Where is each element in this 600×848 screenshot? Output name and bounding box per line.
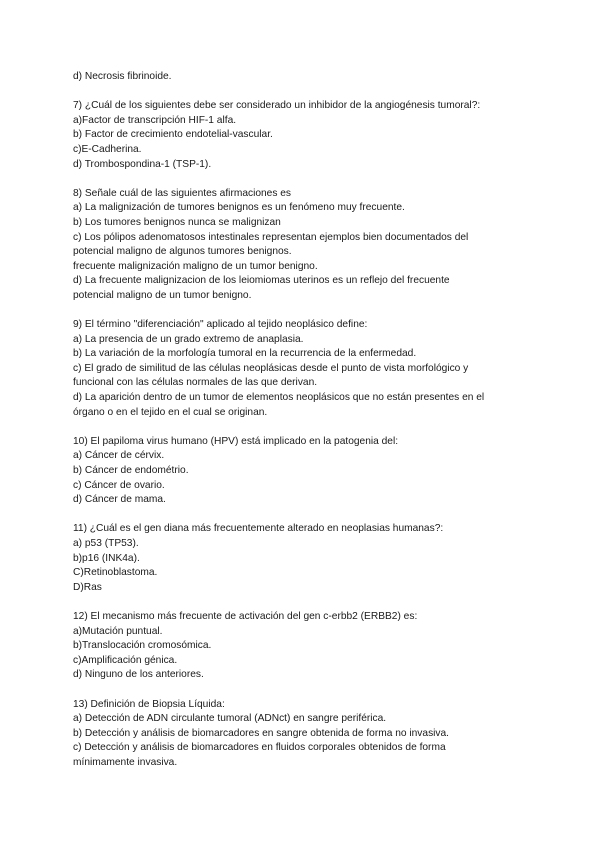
question-text: 8) Señale cuál de las siguientes afirmaciones es <box>73 187 292 199</box>
option-c: c) Detección y análisis de biomarcadores en fluidos corporales obtenidos de forma <box>73 742 446 754</box>
option-c: c)E-Cadherina. <box>73 143 142 155</box>
stray-text-line: frecuente malignización maligno de un tumor benigno. <box>73 260 318 272</box>
option-c: c) Los pólipos adenomatosos intestinales representan ejemplos bien documentados del <box>73 231 469 243</box>
option-b: b)p16 (INK4a). <box>73 552 140 564</box>
option-c: c) El grado de similitud de las células neoplásicas desde el punto de vista morfológico y <box>73 362 469 374</box>
question-11 <box>73 522 543 595</box>
question-12 <box>73 610 543 683</box>
option-b: b) Los tumores benignos nunca se malignizan <box>73 216 281 228</box>
option-d: d) Necrosis fibrinoide. <box>73 71 172 82</box>
option-c: C)Retinoblastoma. <box>73 567 158 579</box>
question-7 <box>73 99 543 172</box>
option-b: b) Cáncer de endométrio. <box>73 465 189 477</box>
option-c-continued: potencial maligno de algunos tumores benignos. <box>73 246 292 258</box>
option-d: d) Cáncer de mama. <box>73 494 166 506</box>
option-a: a) p53 (TP53). <box>73 538 139 549</box>
option-d-continued: órgano o en el tejido en el cual se originan. <box>73 406 268 418</box>
option-d: d) Trombospondina-1 (TSP-1). <box>73 158 212 170</box>
option-b: b)Translocación cromosómica. <box>73 640 212 652</box>
option-a: a) Detección de ADN circulante tumoral (ADNct) en sangre periférica. <box>73 713 387 725</box>
option-a: a) La malignización de tumores benignos es un fenómeno muy frecuente. <box>73 202 405 214</box>
question-text: 9) El término "diferenciación" aplicado al tejido neoplásico define: <box>73 319 368 331</box>
option-a: a) Cáncer de cérvix. <box>73 450 165 462</box>
question-13 <box>73 698 543 771</box>
option-b: b) La variación de la morfología tumoral en la recurrencia de la enfermedad. <box>73 348 417 360</box>
option-d: d) La aparición dentro de un tumor de elementos neoplásicos que no están presentes en el <box>73 392 485 404</box>
question-text: 10) El papiloma virus humano (HPV) está implicado en la patogenia del: <box>73 435 399 447</box>
option-a: a)Mutación puntual. <box>73 625 163 637</box>
option-a: a)Factor de transcripción HIF-1 alfa. <box>73 114 237 126</box>
document-body <box>73 70 543 785</box>
option-c: c)Amplificación génica. <box>73 654 178 666</box>
option-c-continued: mínimamente invasiva. <box>73 756 178 768</box>
option-d: d) La frecuente malignizacion de los leiomiomas uterinos es un reflejo del frecuente <box>73 275 450 287</box>
question-10 <box>73 435 543 508</box>
question-text: 7) ¿Cuál de los siguientes debe ser considerado un inhibidor de la angiogénesis tumoral?: <box>73 100 481 112</box>
option-c: c) Cáncer de ovario. <box>73 479 165 491</box>
option-b: b) Factor de crecimiento endotelial-vascular. <box>73 129 273 141</box>
option-c-continued: funcional con las células normales de las que derivan. <box>73 377 318 389</box>
question-9 <box>73 318 543 420</box>
question-6-tail <box>73 70 543 85</box>
option-b: b) Detección y análisis de biomarcadores en sangre obtenida de forma no invasiva. <box>73 727 450 739</box>
option-d: d) Ninguno de los anteriores. <box>73 669 204 681</box>
option-d: D)Ras <box>73 581 102 593</box>
option-a: a) La presencia de un grado extremo de anaplasia. <box>73 333 304 345</box>
question-text: 13) Definición de Biopsia Líquida: <box>73 698 225 710</box>
question-text: 11) ¿Cuál es el gen diana más frecuentemente alterado en neoplasias humanas?: <box>73 523 444 535</box>
option-d-continued: potencial maligno de un tumor benigno. <box>73 289 252 301</box>
question-8 <box>73 187 543 304</box>
question-text: 12) El mecanismo más frecuente de activación del gen c-erbb2 (ERBB2) es: <box>73 610 418 622</box>
